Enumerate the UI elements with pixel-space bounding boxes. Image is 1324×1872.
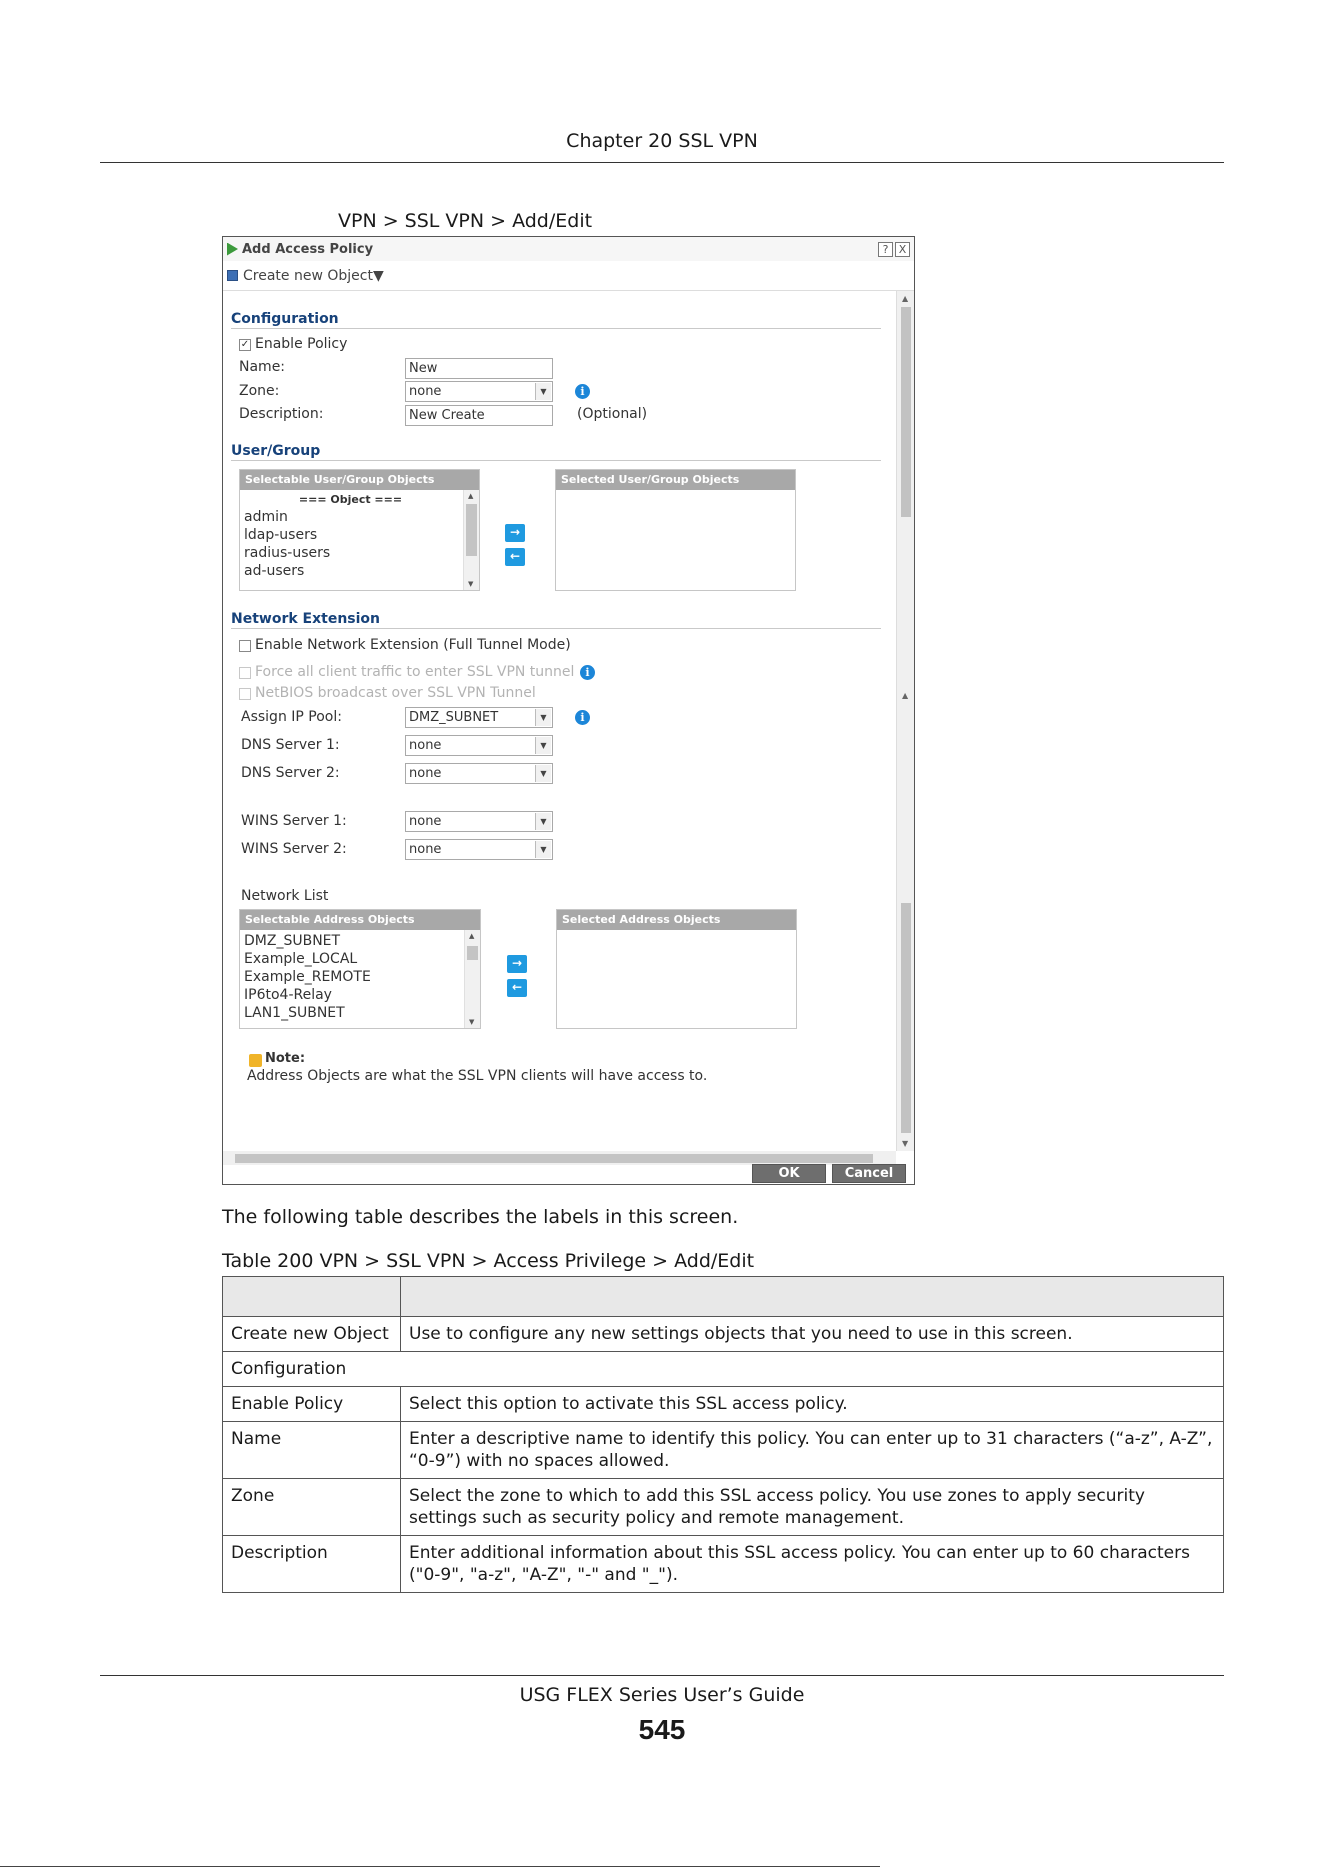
selectable-address-items	[240, 930, 480, 1024]
object-group-head: === Object ===	[298, 493, 403, 506]
selected-user-group-head: Selected User/Group Objects	[556, 470, 795, 490]
list-item[interactable]: ldap-users	[244, 527, 318, 543]
chevron-down-icon: ▼	[535, 383, 551, 400]
table-row	[223, 1422, 1224, 1479]
selectable-user-group-list[interactable]	[239, 469, 480, 591]
wins-server-1-value: none	[409, 814, 442, 829]
dns-server-2-label: DNS Server 2:	[241, 765, 340, 781]
create-new-object-menu[interactable]: Create new Object▼	[243, 267, 384, 284]
table-cell-desc: Enter additional information about this SSL access policy. You can enter up to 60 characters ("0-9", "a-z", "A-Z", "-" and "_").	[401, 1536, 1224, 1593]
configuration-section-title: Configuration	[231, 311, 881, 329]
description-label: Description:	[239, 406, 324, 422]
scroll-up-icon: ▲	[902, 691, 909, 700]
list-item[interactable]: Example_LOCAL	[244, 951, 358, 967]
description-hint: (Optional)	[577, 406, 648, 422]
move-right-button[interactable]: →	[507, 955, 527, 973]
page-header: Chapter 20 SSL VPN	[100, 130, 1224, 163]
move-left-button[interactable]: ←	[505, 548, 525, 566]
name-input[interactable]: New	[405, 358, 553, 379]
table-cell-label: Configuration	[223, 1352, 1224, 1387]
cancel-button[interactable]: Cancel	[832, 1164, 906, 1183]
table-cell-desc: Select the zone to which to add this SSL access policy. You use zones to apply security settings such as security policy and remote management.	[401, 1479, 1224, 1536]
selected-address-list[interactable]	[556, 909, 797, 1029]
enable-policy-checkbox[interactable]: ✓	[240, 339, 250, 350]
selectable-address-list[interactable]	[239, 909, 481, 1029]
table-cell-label: Name	[223, 1422, 401, 1479]
dns-server-2-value: none	[409, 766, 442, 781]
assign-ip-pool-value: DMZ_SUBNET	[409, 710, 499, 725]
selected-address-head: Selected Address Objects	[557, 910, 796, 930]
selectable-address-head: Selectable Address Objects	[240, 910, 480, 930]
description-table	[222, 1276, 1224, 1593]
table-row	[223, 1317, 1224, 1352]
network-list-label: Network List	[241, 888, 329, 904]
list-scroll-thumb[interactable]	[466, 504, 477, 556]
force-all-traffic-checkbox[interactable]	[239, 667, 251, 679]
description-input[interactable]: New Create	[405, 405, 553, 426]
zone-label: Zone:	[239, 383, 280, 399]
dialog-toolbar	[223, 261, 914, 291]
table-row	[223, 1387, 1224, 1422]
wins-server-1-select[interactable]	[405, 811, 553, 832]
list-item[interactable]: DMZ_SUBNET	[244, 933, 341, 949]
scroll-up-icon: ▲	[469, 932, 475, 940]
info-icon[interactable]: i	[575, 710, 590, 725]
zone-select[interactable]	[405, 381, 553, 402]
dialog-body	[223, 291, 896, 1151]
object-icon	[227, 270, 238, 281]
wins-server-1-label: WINS Server 1:	[241, 813, 347, 829]
table-header-cell	[223, 1277, 401, 1317]
table-cell-desc: Select this option to activate this SSL access policy.	[401, 1387, 1224, 1422]
dns-server-1-label: DNS Server 1:	[241, 737, 340, 753]
page-number: 545	[638, 1714, 686, 1745]
scroll-down-icon: ▼	[902, 1139, 909, 1148]
chevron-down-icon: ▼	[535, 813, 551, 830]
selectable-user-group-items	[240, 490, 479, 582]
enable-policy-label: Enable Policy	[255, 336, 348, 352]
user-group-section-title: User/Group	[231, 443, 881, 461]
close-icon[interactable]: X	[895, 242, 910, 257]
list-item[interactable]: LAN1_SUBNET	[244, 1005, 345, 1021]
selected-user-group-list[interactable]	[555, 469, 796, 591]
netbios-checkbox[interactable]	[239, 688, 251, 700]
chevron-down-icon: ▼	[535, 765, 551, 782]
figure-caption: VPN > SSL VPN > Add/Edit	[338, 210, 593, 232]
dns-server-1-select[interactable]	[405, 735, 553, 756]
list-item[interactable]: admin	[244, 509, 288, 525]
wins-server-2-select[interactable]	[405, 839, 553, 860]
table-cell-desc: Use to configure any new settings objects that you need to use in this screen.	[401, 1317, 1224, 1352]
dialog-title: Add Access Policy	[242, 241, 374, 257]
table-cell-label: Enable Policy	[223, 1387, 401, 1422]
table-cell-label: Zone	[223, 1479, 401, 1536]
table-header-row	[223, 1277, 1224, 1317]
scroll-thumb[interactable]	[901, 903, 911, 1133]
play-icon	[227, 243, 238, 256]
dns-server-1-value: none	[409, 738, 442, 753]
scroll-down-icon: ▼	[468, 580, 474, 588]
horizontal-scroll-thumb[interactable]	[235, 1154, 873, 1163]
info-icon[interactable]: i	[575, 384, 590, 399]
bottom-divider	[0, 1866, 880, 1867]
table-cell-label: Description	[223, 1536, 401, 1593]
selectable-user-group-head: Selectable User/Group Objects	[240, 470, 479, 490]
table-caption: Table 200 VPN > SSL VPN > Access Privilege > Add/Edit	[222, 1250, 755, 1272]
body-text: The following table describes the labels in this screen.	[222, 1206, 739, 1228]
add-access-policy-dialog	[222, 236, 915, 1185]
table-cell-label: Create new Object	[223, 1317, 401, 1352]
ok-button[interactable]: OK	[752, 1164, 826, 1183]
info-icon[interactable]: i	[580, 665, 595, 680]
dialog-vertical-scrollbar[interactable]	[896, 291, 914, 1151]
enable-network-extension-checkbox[interactable]	[239, 640, 251, 652]
table-row	[223, 1479, 1224, 1536]
wins-server-2-label: WINS Server 2:	[241, 841, 347, 857]
table-header-cell	[401, 1277, 1224, 1317]
scroll-up-icon: ▲	[468, 492, 474, 500]
dns-server-2-select[interactable]	[405, 763, 553, 784]
table-cell-desc: Enter a descriptive name to identify this policy. You can enter up to 31 characters (“a-z”, A-Z”, “0-9”) with no spaces allowed.	[401, 1422, 1224, 1479]
list-scrollbar[interactable]	[463, 490, 479, 590]
list-scroll-thumb[interactable]	[467, 946, 478, 960]
dialog-titlebar	[223, 237, 914, 261]
assign-ip-pool-select[interactable]	[405, 707, 553, 728]
dialog-title-buttons	[878, 242, 910, 257]
list-scrollbar[interactable]	[464, 930, 480, 1028]
list-item[interactable]: Example_REMOTE	[244, 969, 371, 985]
chevron-down-icon: ▼	[535, 841, 551, 858]
zone-select-value: none	[409, 384, 442, 399]
move-right-button[interactable]: →	[505, 524, 525, 542]
list-item[interactable]: ad-users	[244, 563, 305, 579]
table-row	[223, 1352, 1224, 1387]
chevron-down-icon: ▼	[535, 709, 551, 726]
force-all-traffic-label: Force all client traffic to enter SSL VPN tunnel	[255, 664, 575, 680]
page-footer: USG FLEX Series User’s Guide	[100, 1675, 1224, 1706]
note-icon	[249, 1054, 262, 1067]
name-label: Name:	[239, 359, 286, 375]
chevron-down-icon: ▼	[535, 737, 551, 754]
enable-network-extension-label: Enable Network Extension (Full Tunnel Mode)	[255, 637, 571, 653]
list-item[interactable]: radius-users	[244, 545, 331, 561]
scroll-down-icon: ▼	[469, 1018, 475, 1026]
note-text: Address Objects are what the SSL VPN clients will have access to.	[247, 1068, 708, 1084]
network-extension-section-title: Network Extension	[231, 611, 881, 629]
note-title: Note:	[265, 1051, 306, 1066]
move-left-button[interactable]: ←	[507, 979, 527, 997]
scroll-thumb[interactable]	[901, 307, 911, 517]
help-icon[interactable]: ?	[878, 242, 893, 257]
table-row	[223, 1536, 1224, 1593]
netbios-label: NetBIOS broadcast over SSL VPN Tunnel	[255, 685, 536, 701]
dialog-footer	[223, 1163, 914, 1184]
list-item[interactable]: IP6to4-Relay	[244, 987, 332, 1003]
wins-server-2-value: none	[409, 842, 442, 857]
assign-ip-pool-label: Assign IP Pool:	[241, 709, 342, 725]
scroll-up-icon: ▲	[902, 294, 909, 303]
